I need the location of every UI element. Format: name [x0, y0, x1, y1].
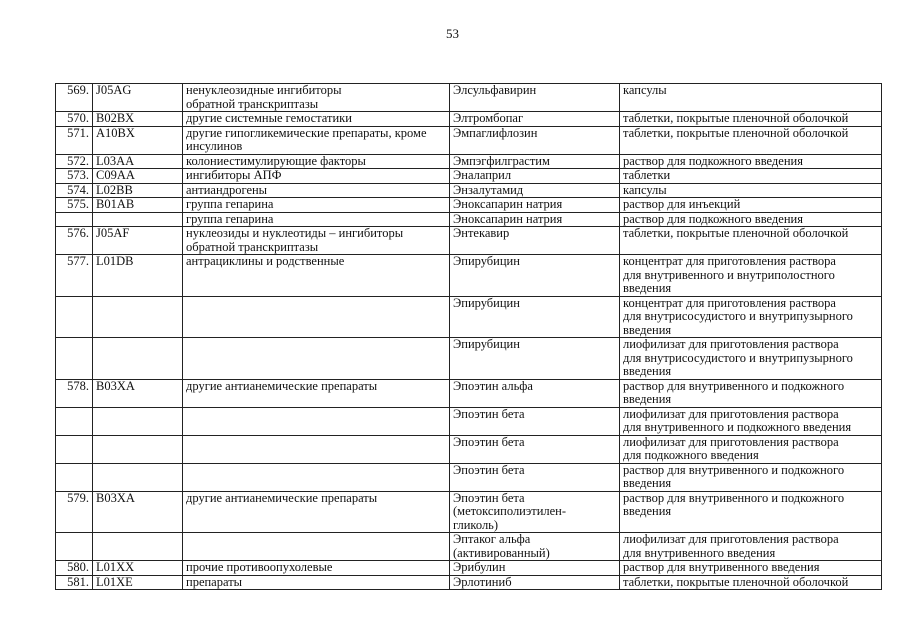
dosage-form-line: для внутривенного введения — [623, 545, 776, 560]
dosage-form — [620, 575, 882, 590]
dosage-form-line: концентрат для приготовления раствора — [623, 296, 836, 310]
row-number: 572. — [56, 154, 93, 169]
row-number: 575. — [56, 198, 93, 213]
dosage-form-line: для подкожного введения — [623, 448, 759, 462]
drug-name-line: гликоль) — [453, 517, 499, 532]
table-row — [56, 255, 882, 297]
drug-name — [450, 112, 620, 127]
pharm-group — [183, 533, 450, 561]
drug-name-line: (активированный) — [453, 545, 550, 560]
atc-code — [93, 296, 183, 338]
pharm-group — [183, 575, 450, 590]
row-number: 579. — [56, 491, 93, 533]
table-row — [56, 463, 882, 491]
pharm-group — [183, 212, 450, 227]
dosage-form-line: для внутривенного и внутриполостного — [623, 267, 835, 282]
row-number: 577. — [56, 255, 93, 297]
pharm-group — [183, 491, 450, 533]
atc-code: J05AF — [93, 227, 183, 255]
dosage-form-line: раствор для инъекций — [623, 197, 741, 211]
drug-name — [450, 255, 620, 297]
table-row — [56, 296, 882, 338]
drug-name — [450, 338, 620, 380]
row-number: 573. — [56, 169, 93, 184]
dosage-form — [620, 561, 882, 576]
table-row — [56, 338, 882, 380]
dosage-form-line: таблетки, покрытые пленочной оболочкой — [623, 111, 849, 125]
table-row — [56, 491, 882, 533]
row-number: 570. — [56, 112, 93, 127]
pharm-group — [183, 198, 450, 213]
pharm-group — [183, 126, 450, 154]
dosage-form-line: концентрат для приготовления раствора — [623, 254, 836, 268]
drug-name-line: Эпоэтин бета — [453, 407, 525, 421]
drug-table-body — [56, 84, 882, 590]
drug-name-line: Эноксапарин натрия — [453, 197, 563, 211]
atc-code: B01AB — [93, 198, 183, 213]
table-row — [56, 407, 882, 435]
drug-name — [450, 296, 620, 338]
drug-name-line: Эпоэтин альфа — [453, 379, 533, 393]
pharm-group-line: группа гепарина — [186, 197, 274, 211]
dosage-form — [620, 533, 882, 561]
pharm-group-line: другие антианемические препараты — [186, 379, 378, 393]
atc-code — [93, 338, 183, 380]
pharm-group-line: обратной транскриптазы — [186, 239, 319, 254]
drug-name — [450, 154, 620, 169]
row-number — [56, 338, 93, 380]
dosage-form — [620, 255, 882, 297]
drug-name-line: Эпоэтин бета — [453, 435, 525, 449]
table-row — [56, 154, 882, 169]
atc-code: B03XA — [93, 379, 183, 407]
drug-name — [450, 126, 620, 154]
dosage-form-line: раствор для внутривенного и подкожного — [623, 463, 845, 477]
table-row — [56, 169, 882, 184]
table-row — [56, 198, 882, 213]
drug-name-line: Эптаког альфа — [453, 532, 531, 546]
atc-code: B02BX — [93, 112, 183, 127]
pharm-group — [183, 561, 450, 576]
drug-name-line: Эмпэгфилграстим — [453, 154, 550, 168]
pharm-group-line: антрациклины и родственные — [186, 254, 345, 268]
pharm-group-line: группа гепарина — [186, 212, 274, 226]
dosage-form-line: лиофилизат для приготовления раствора — [623, 532, 839, 546]
atc-code: C09AA — [93, 169, 183, 184]
pharm-group — [183, 379, 450, 407]
pharm-group-line: ингибиторы АПФ — [186, 168, 282, 182]
atc-code: L03AA — [93, 154, 183, 169]
dosage-form-line: для внутрисосудистого и внутрипузырного — [623, 350, 853, 365]
dosage-form — [620, 154, 882, 169]
dosage-form-line: таблетки — [623, 168, 671, 182]
drug-name — [450, 169, 620, 184]
dosage-form-line: раствор для внутривенного и подкожного — [623, 379, 845, 393]
drug-name-line: Элсульфавирин — [453, 83, 537, 97]
pharm-group — [183, 112, 450, 127]
row-number — [56, 435, 93, 463]
dosage-form-line: раствор для внутривенного введения — [623, 560, 820, 574]
table-row — [56, 126, 882, 154]
dosage-form-line: для внутривенного и подкожного введения — [623, 420, 852, 434]
row-number: 569. — [56, 84, 93, 112]
dosage-form-line: введения — [623, 476, 672, 490]
drug-name — [450, 435, 620, 463]
drug-name — [450, 533, 620, 561]
row-number: 581. — [56, 575, 93, 590]
dosage-form — [620, 407, 882, 435]
dosage-form — [620, 338, 882, 380]
table-row — [56, 112, 882, 127]
dosage-form — [620, 491, 882, 533]
row-number — [56, 296, 93, 338]
table-row — [56, 575, 882, 590]
dosage-form — [620, 296, 882, 338]
drug-name-line: Эпоэтин бета — [453, 491, 525, 505]
row-number: 578. — [56, 379, 93, 407]
atc-code — [93, 463, 183, 491]
dosage-form — [620, 126, 882, 154]
drug-name-line: Эрлотиниб — [453, 575, 512, 589]
drug-name — [450, 463, 620, 491]
drug-name — [450, 198, 620, 213]
atc-code: J05AG — [93, 84, 183, 112]
atc-code: L01XE — [93, 575, 183, 590]
row-number: 580. — [56, 561, 93, 576]
atc-code — [93, 435, 183, 463]
pharm-group-line: инсулинов — [186, 139, 243, 153]
atc-code: B03XA — [93, 491, 183, 533]
pharm-group — [183, 338, 450, 380]
dosage-form — [620, 435, 882, 463]
dosage-form-line: капсулы — [623, 183, 667, 197]
drug-name-line: Эпирубицин — [453, 337, 520, 351]
pharm-group-line: другие системные гемостатики — [186, 111, 352, 125]
table-row — [56, 379, 882, 407]
drug-name-line: Эноксапарин натрия — [453, 212, 563, 226]
dosage-form-line: раствор для подкожного введения — [623, 212, 803, 226]
drug-table — [55, 83, 882, 590]
dosage-form-line: лиофилизат для приготовления раствора — [623, 435, 839, 449]
drug-name — [450, 575, 620, 590]
row-number — [56, 212, 93, 227]
dosage-form — [620, 84, 882, 112]
dosage-form — [620, 379, 882, 407]
pharm-group-line: другие антианемические препараты — [186, 491, 378, 505]
pharm-group-line: другие гипогликемические препараты, кроме — [186, 126, 427, 140]
dosage-form-line: лиофилизат для приготовления раствора — [623, 337, 839, 351]
dosage-form-line: раствор для подкожного введения — [623, 154, 803, 168]
row-number: 576. — [56, 227, 93, 255]
table-row — [56, 227, 882, 255]
pharm-group-line: колониестимулирующие факторы — [186, 154, 366, 168]
row-number — [56, 533, 93, 561]
atc-code: L02BB — [93, 183, 183, 198]
atc-code: L01DB — [93, 255, 183, 297]
drug-name — [450, 212, 620, 227]
pharm-group — [183, 463, 450, 491]
pharm-group — [183, 296, 450, 338]
drug-name-line: Энзалутамид — [453, 183, 524, 197]
dosage-form-line: введения — [623, 392, 672, 406]
drug-name — [450, 561, 620, 576]
pharm-group-line: нуклеозиды и нуклеотиды – ингибиторы — [186, 226, 404, 240]
drug-name-line: (метоксиполиэтилен- — [453, 504, 567, 518]
dosage-form — [620, 169, 882, 184]
pharm-group-line: антиандрогены — [186, 183, 268, 197]
drug-name-line: Эрибулин — [453, 560, 506, 574]
row-number — [56, 407, 93, 435]
page-number: 53 — [446, 26, 459, 41]
dosage-form — [620, 227, 882, 255]
drug-name — [450, 183, 620, 198]
table-row — [56, 435, 882, 463]
pharm-group — [183, 154, 450, 169]
pharm-group-line: ненуклеозидные ингибиторы — [186, 83, 342, 97]
pharm-group — [183, 84, 450, 112]
row-number — [56, 463, 93, 491]
pharm-group — [183, 255, 450, 297]
pharm-group — [183, 227, 450, 255]
drug-name-line: Элтромбопаг — [453, 111, 524, 125]
dosage-form — [620, 463, 882, 491]
pharm-group — [183, 169, 450, 184]
dosage-form-line: введения — [623, 281, 672, 295]
atc-code — [93, 533, 183, 561]
dosage-form — [620, 112, 882, 127]
pharm-group-line: прочие противоопухолевые — [186, 560, 333, 574]
drug-name — [450, 379, 620, 407]
pharm-group — [183, 407, 450, 435]
table-row — [56, 183, 882, 198]
dosage-form — [620, 212, 882, 227]
drug-name — [450, 227, 620, 255]
dosage-form-line: раствор для внутривенного и подкожного — [623, 491, 845, 505]
dosage-form — [620, 198, 882, 213]
dosage-form-line: введения — [623, 322, 672, 337]
row-number: 574. — [56, 183, 93, 198]
pharm-group — [183, 183, 450, 198]
pharm-group-line: препараты — [186, 575, 243, 589]
pharm-group-line: обратной транскриптазы — [186, 96, 319, 111]
drug-name-line: Эмпаглифлозин — [453, 126, 538, 140]
drug-name-line: Эпирубицин — [453, 296, 520, 310]
atc-code — [93, 407, 183, 435]
table-row — [56, 212, 882, 227]
drug-name — [450, 407, 620, 435]
drug-name — [450, 491, 620, 533]
dosage-form-line: лиофилизат для приготовления раствора — [623, 407, 839, 421]
dosage-form-line: введения — [623, 364, 672, 378]
table-row — [56, 561, 882, 576]
drug-name — [450, 84, 620, 112]
drug-name-line: Эналаприл — [453, 168, 512, 182]
atc-code: L01XX — [93, 561, 183, 576]
row-number: 571. — [56, 126, 93, 154]
drug-name-line: Эпирубицин — [453, 254, 520, 268]
atc-code — [93, 212, 183, 227]
drug-name-line: Энтекавир — [453, 226, 510, 240]
dosage-form-line: для внутрисосудистого и внутрипузырного — [623, 309, 853, 323]
dosage-form-line: таблетки, покрытые пленочной оболочкой — [623, 126, 849, 140]
pharm-group — [183, 435, 450, 463]
table-row — [56, 533, 882, 561]
dosage-form-line: капсулы — [623, 83, 667, 97]
dosage-form — [620, 183, 882, 198]
atc-code: A10BX — [93, 126, 183, 154]
dosage-form-line: таблетки, покрытые пленочной оболочкой — [623, 575, 849, 589]
dosage-form-line: таблетки, покрытые пленочной оболочкой — [623, 226, 849, 240]
table-row — [56, 84, 882, 112]
dosage-form-line: введения — [623, 504, 672, 518]
drug-name-line: Эпоэтин бета — [453, 463, 525, 477]
